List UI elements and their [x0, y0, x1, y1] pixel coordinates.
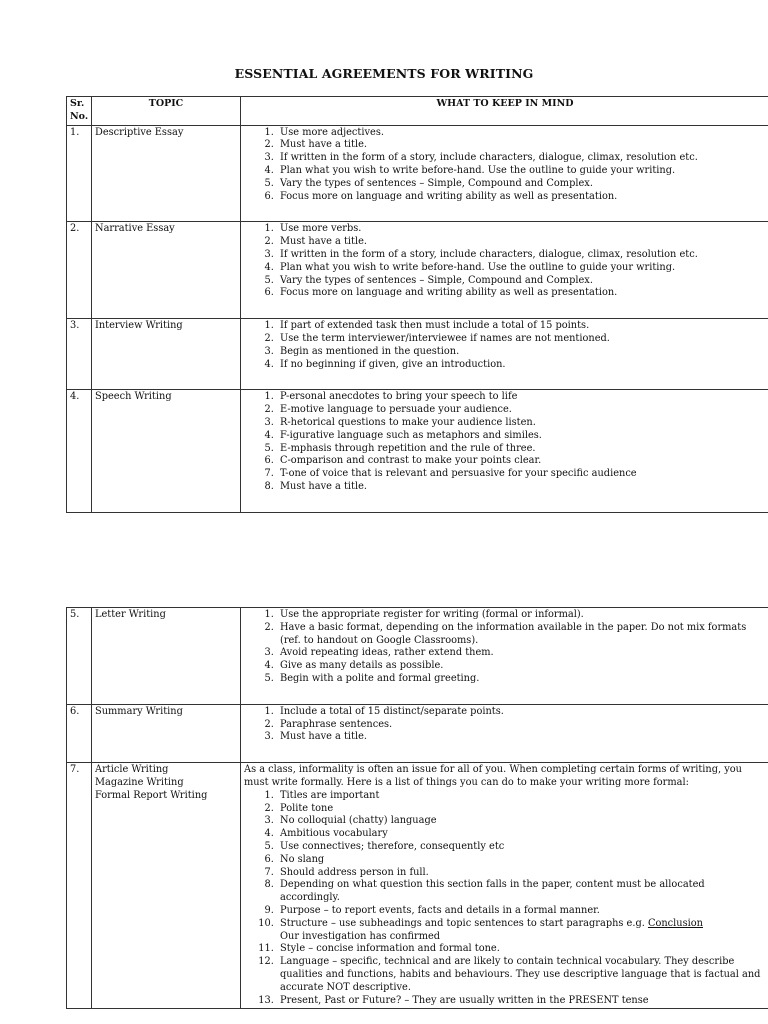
list-item: 2. E-motive language to persuade your audience. — [277, 404, 766, 417]
row-guidelines — [241, 390, 768, 512]
guidelines-list — [244, 320, 766, 371]
list-item: 2. Have a basic format, depending on the information available in the paper. Do not mix formats (ref. to handout on Google Classrooms). — [277, 622, 766, 648]
row-guidelines — [241, 608, 768, 705]
list-item: 3. Must have a title. — [277, 731, 766, 744]
list-item: 5. Use connectives; therefore, consequently etc — [277, 841, 766, 854]
list-item: 3. No colloquial (chatty) language — [277, 815, 766, 828]
guidelines-list — [244, 706, 766, 744]
agreements-table-part-2 — [66, 607, 768, 1009]
list-item: 6. Focus more on language and writing ability as well as presentation. — [277, 287, 766, 300]
list-item: 1. Use the appropriate register for writing (formal or informal). — [277, 609, 766, 622]
list-item: 6. C-omparison and contrast to make your points clear. — [277, 455, 766, 468]
topic-line: Narrative Essay — [95, 223, 175, 235]
row-number: 2. — [67, 222, 92, 319]
document-title: ESSENTIAL AGREEMENTS FOR WRITING — [234, 66, 534, 81]
row-number: 4. — [67, 390, 92, 512]
list-item: 8. Must have a title. — [277, 481, 766, 494]
list-item: 4. F-igurative language such as metaphors and similes. — [277, 430, 766, 443]
row-number: 1. — [67, 125, 92, 222]
guidelines-list — [244, 391, 766, 493]
row-topic — [92, 222, 241, 319]
list-item: 5. Vary the types of sentences – Simple, Compound and Complex. — [277, 178, 766, 191]
list-item: 5. Vary the types of sentences – Simple, Compound and Complex. — [277, 275, 766, 288]
list-item: 1. Use more adjectives. — [277, 127, 766, 140]
list-item: 4. If no beginning if given, give an introduction. — [277, 359, 766, 372]
row-number: 5. — [67, 608, 92, 705]
list-item: 1. Include a total of 15 distinct/separate points. — [277, 706, 766, 719]
topic-line: Magazine Writing — [95, 776, 184, 788]
list-item: 13. Present, Past or Future? – They are usually written in the PRESENT tense — [277, 995, 766, 1008]
guidelines-list — [244, 609, 766, 686]
guidelines-list — [244, 790, 766, 1008]
table-row — [67, 608, 768, 705]
topic-line: Formal Report Writing — [95, 789, 208, 801]
topic-line: Summary Writing — [95, 705, 183, 717]
list-item — [277, 918, 766, 944]
row-topic — [92, 608, 241, 705]
list-item: 7. Should address person in full. — [277, 867, 766, 880]
list-item: 5. Begin with a polite and formal greeting. — [277, 673, 766, 686]
topic-line: Speech Writing — [95, 391, 172, 403]
header-sr-no: Sr. No. — [67, 97, 92, 126]
list-item: 4. Plan what you wish to write before-hand. Use the outline to guide your writing. — [277, 262, 766, 275]
row-number: 3. — [67, 319, 92, 390]
list-item: 3. If written in the form of a story, include characters, dialogue, climax, resolution etc. — [277, 152, 766, 165]
table-row — [67, 390, 768, 512]
underlined-example: Conclusion — [647, 917, 703, 929]
table-row — [67, 704, 768, 762]
list-item: 1. P-ersonal anecdotes to bring your speech to life — [277, 391, 766, 404]
list-item-continuation: Our investigation has confirmed — [280, 930, 441, 942]
list-item-text: Structure – use subheadings and topic sentences to start paragraphs e.g. — [280, 917, 645, 929]
list-item: 12. Language – specific, technical and are likely to contain technical vocabulary. They describe qualities and functions, habits and behaviours. They use descriptive language that is factual and accurate NOT descriptive. — [277, 956, 766, 994]
list-item: 2. Use the term interviewer/interviewee if names are not mentioned. — [277, 333, 766, 346]
topic-line: Letter Writing — [95, 609, 166, 620]
row-topic — [92, 125, 241, 222]
list-item: 6. No slang — [277, 854, 766, 867]
table-header-row — [67, 97, 768, 126]
list-item: 3. Avoid repeating ideas, rather extend them. — [277, 647, 766, 660]
guidelines-list — [244, 223, 766, 300]
topic-line: Descriptive Essay — [95, 126, 184, 138]
list-item: 1. Use more verbs. — [277, 223, 766, 236]
list-item: 6. Focus more on language and writing ability as well as presentation. — [277, 191, 766, 204]
list-item: 5. E-mphasis through repetition and the rule of three. — [277, 443, 766, 456]
topic-line: Interview Writing — [95, 320, 183, 332]
list-item: 3. If written in the form of a story, include characters, dialogue, climax, resolution etc. — [277, 249, 766, 262]
row-guidelines — [241, 125, 768, 222]
list-item: 4. Ambitious vocabulary — [277, 828, 766, 841]
row-topic — [92, 319, 241, 390]
row-topic — [92, 704, 241, 762]
table-row — [67, 125, 768, 222]
list-item: 1. Titles are important — [277, 790, 766, 803]
guidelines-list — [244, 127, 766, 204]
table-row — [67, 319, 768, 390]
list-item: 2. Paraphrase sentences. — [277, 719, 766, 732]
row-number: 6. — [67, 704, 92, 762]
list-item: 3. R-hetorical questions to make your audience listen. — [277, 417, 766, 430]
header-topic: TOPIC — [92, 97, 241, 126]
list-item: 2. Must have a title. — [277, 139, 766, 152]
header-what-to-keep-in-mind: WHAT TO KEEP IN MIND — [241, 97, 768, 126]
row-guidelines — [241, 319, 768, 390]
list-item: 11. Style – concise information and formal tone. — [277, 943, 766, 956]
guidelines-intro: As a class, informality is often an issue for all of you. When completing certain forms of writing, you must write formally. Here is a list of things you can do to make your writing more formal: — [244, 764, 742, 788]
list-item: 2. Polite tone — [277, 803, 766, 816]
agreements-table-part-1 — [66, 96, 768, 513]
row-guidelines — [241, 704, 768, 762]
table-row — [67, 763, 768, 1009]
list-item: 3. Begin as mentioned in the question. — [277, 346, 766, 359]
list-item: 4. Give as many details as possible. — [277, 660, 766, 673]
list-item: 9. Purpose – to report events, facts and details in a formal manner. — [277, 905, 766, 918]
list-item: 2. Must have a title. — [277, 236, 766, 249]
row-guidelines — [241, 763, 768, 1009]
row-number: 7. — [67, 763, 92, 1009]
row-topic — [92, 763, 241, 1009]
list-item: 7. T-one of voice that is relevant and persuasive for your specific audience — [277, 468, 766, 481]
row-guidelines — [241, 222, 768, 319]
list-item: 8. Depending on what question this section falls in the paper, content must be allocated accordingly. — [277, 879, 766, 905]
list-item: 4. Plan what you wish to write before-hand. Use the outline to guide your writing. — [277, 165, 766, 178]
row-topic — [92, 390, 241, 512]
list-item: 1. If part of extended task then must include a total of 15 points. — [277, 320, 766, 333]
topic-line: Article Writing — [95, 764, 169, 776]
table-row — [67, 222, 768, 319]
